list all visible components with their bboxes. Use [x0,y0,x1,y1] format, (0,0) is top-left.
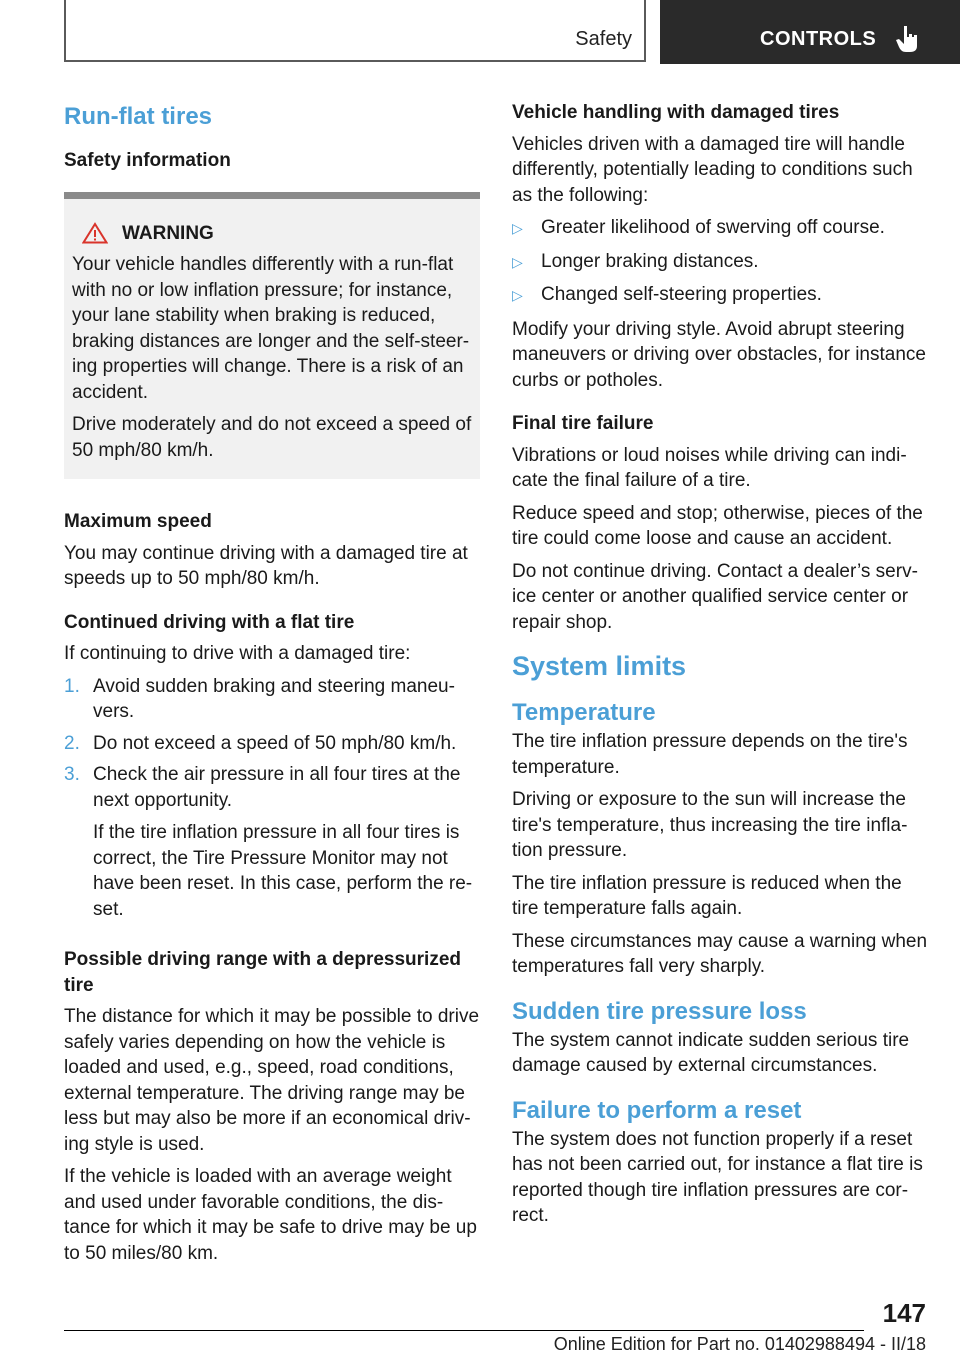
handling-heading: Vehicle handling with damaged tires [512,102,840,123]
bullet-text: Longer braking distances. [541,250,759,272]
temperature-text-4: These circumstances may cause a warning when temperatures fall very sharply. [512,930,928,977]
temperature-text-3: The tire inflation pressure is reduced when the tire temperature falls again. [512,872,902,919]
driving-range-heading: Possible driving range with a depressurized tire [64,949,461,996]
reset-failure-text: The system does not function properly if a reset has not been carried out, for instance a flat tire is reported though tire inflation pressures are cor-rect. [512,1128,923,1226]
warning-label: WARNING [122,222,214,244]
step-extra: If the tire inflation pressure in all four tires is correct, the Tire Pressure Monitor may not have been reset. In this case, perform the re-set. [93,822,473,920]
bullet-text: Greater likelihood of swerving off course. [541,217,885,238]
final-failure-text-3: Do not continue driving. Contact a dealer’s serv-ice center or another qualified service center or repair shop. [512,560,918,633]
list-item [64,674,480,725]
warning-header [72,221,472,247]
step-number: 1. [64,675,80,697]
steps-list [64,674,480,930]
continued-driving-intro: If continuing to drive with a damaged tire: [64,643,411,664]
warning-text: Your vehicle handles differently with a run-flat with no or low inflation pressure; for instance, your lane stability when braking is reduced, braking distances are longer and the self-steer-ing properties will change. There is a risk of an accident. [72,254,470,403]
reset-failure-heading: Failure to perform a reset [512,1096,802,1124]
page-number: 147 [882,1298,926,1328]
list-item [512,215,928,242]
handling-bullets [512,215,928,309]
max-speed-text: You may continue driving with a damaged tire at speeds up to 50 mph/80 km/h. [64,542,468,589]
list-item [512,249,928,276]
step-number: 2. [64,732,80,754]
step-text: Avoid sudden braking and steering maneu-vers. [93,675,455,722]
page-header [64,0,960,66]
list-item [512,282,928,309]
warning-box [64,192,480,480]
driving-range-text-2: If the vehicle is loaded with an average weight and used under favorable conditions, the dis-tance for which it may be safe to drive may be up to 50 miles/80 km. [64,1166,477,1264]
chapter-title: CONTROLS [760,28,877,50]
section-header-box [64,0,646,62]
page-title: Run-flat tires [64,103,213,130]
handling-outro: Modify your driving style. Avoid abrupt steering maneuvers or driving over obstacles, for instance curbs or potholes. [512,318,926,391]
final-failure-text: Vibrations or loud noises while driving can indi-cate the final failure of a tire. [512,444,907,491]
max-speed-heading: Maximum speed [64,511,212,532]
step-text: Do not exceed a speed of 50 mph/80 km/h. [93,732,457,754]
final-failure-heading: Final tire failure [512,413,654,434]
driving-range-text: The distance for which it may be possible to drive safely varies depending on how the vehicle is loaded and used, e.g., speed, road conditions, external temperature. The driving range may be less but may also be more if an economical driv-ing style is used. [64,1006,480,1155]
system-limits-heading: System limits [512,651,687,681]
safety-heading: Safety information [64,150,231,171]
bullet-text: Changed self-steering properties. [541,284,822,305]
list-item [64,762,480,929]
left-column [64,100,480,1273]
temperature-text: The tire inflation pressure depends on the tire's temperature. [512,731,908,778]
final-failure-text-2: Reduce speed and stop; otherwise, pieces of the tire could come loose and cause an accident. [512,502,923,549]
sudden-loss-heading: Sudden tire pressure loss [512,997,807,1025]
temperature-text-2: Driving or exposure to the sun will increase the tire's temperature, thus increasing the tire infla-tion pressure. [512,789,908,861]
handling-intro: Vehicles driven with a damaged tire will handle differently, potentially leading to conditions such as the following: [512,133,913,206]
section-title: Safety [575,28,632,50]
step-text: Check the air pressure in all four tires at the next opportunity. [93,764,461,811]
warning-advice: Drive moderately and do not exceed a speed of 50 mph/80 km/h. [72,414,472,461]
pointing-hand-icon [892,24,922,54]
temperature-heading: Temperature [512,699,656,726]
chapter-header-box [660,0,960,64]
list-item [64,731,480,757]
triangle-bullet-icon: ▷ [512,220,523,236]
step-content [93,762,480,929]
footer-divider [64,1330,864,1331]
sudden-loss-text: The system cannot indicate sudden serious tire damage caused by external circumstances. [512,1029,910,1076]
triangle-bullet-icon: ▷ [512,287,523,303]
right-column [512,100,928,1236]
continued-driving-heading: Continued driving with a flat tire [64,611,355,633]
warning-triangle-icon [82,222,108,244]
footer-edition: Online Edition for Part no. 01402988494 - II/18 [553,1334,926,1354]
triangle-bullet-icon: ▷ [512,253,523,270]
step-number: 3. [64,764,80,785]
